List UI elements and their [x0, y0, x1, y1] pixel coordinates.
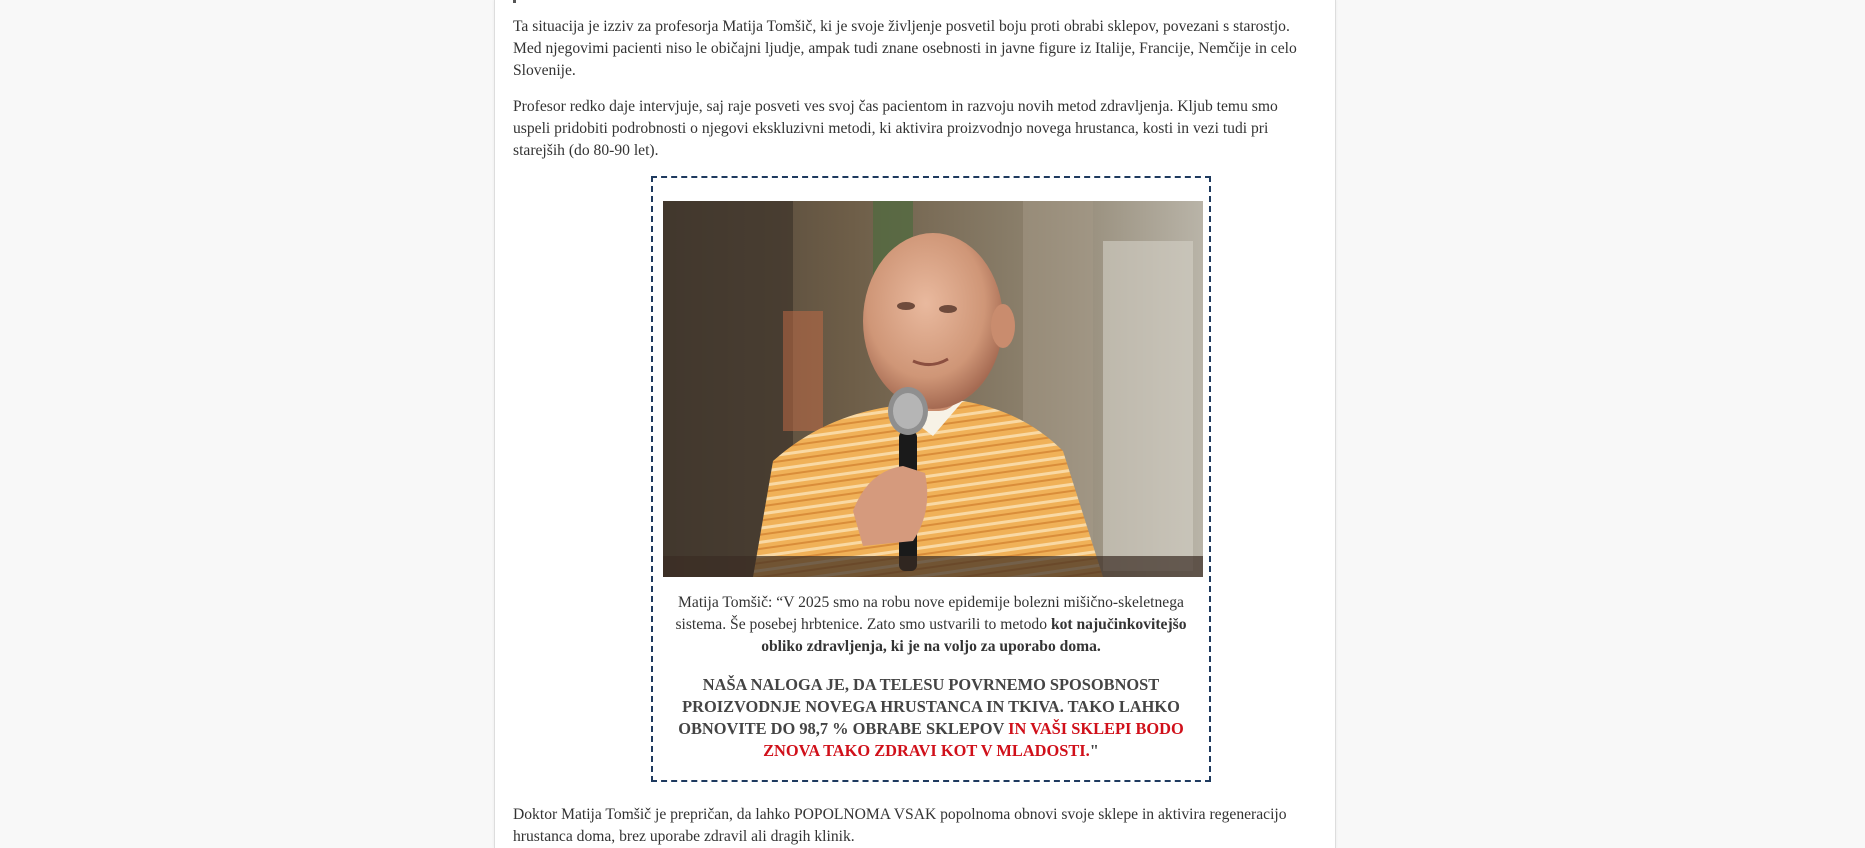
article-paragraph: Profesor redko daje intervjuje, saj raje posveti ves svoj čas pacientom in razvoju novih metod zdravljenja. Kljub temu smo uspeli pridobiti podrobnosti o njegovi ekskluzivni metodi, ki aktivira proizvodnjo novega hrustanca, kosti in vezi tudi pri starejših (do 80-90 let).: [513, 98, 1278, 159]
photo-caption: [671, 592, 1191, 658]
quote-box: [651, 176, 1211, 782]
quote-callout: [671, 674, 1191, 762]
article-paragraph: Doktor Matija Tomšič je prepričan, da lahko POPOLNOMA VSAK popolnoma obnovi svoje sklepe in aktivira regeneracijo hrustanca doma, brez uporabe zdravil ali dragih klinik.: [513, 806, 1287, 845]
article-page: [494, 0, 1336, 848]
callout-highlight-text: IN VAŠI SKLEPI BODO ZNOVA TAKO ZDRAVI KOT V MLADOSTI.: [763, 719, 1184, 760]
callout-end-quote: ": [1089, 741, 1099, 760]
cut-off-text-fragment: [513, 0, 516, 3]
caption-text: Matija Tomšič: “V 2025 smo na robu nove epidemije bolezni mišično-skeletnega sistema. Še posebej hrbtenice. Zato smo ustvarili to metodo: [675, 594, 1184, 633]
article-paragraph: Ta situacija je izziv za profesorja Matija Tomšič, ki je svoje življenje posvetil boju proti obrabi sklepov, povezani s starostjo. Med njegovimi pacienti niso le običajni ljudje, ampak tudi znane osebnosti in javne figure iz Italije, Francije, Nemčije in celo Slovenije.: [513, 18, 1297, 79]
professor-photo: [663, 201, 1203, 577]
callout-text: NAŠA NALOGA JE, DA TELESU POVRNEMO SPOSOBNOST PROIZVODNJE NOVEGA HRUSTANCA IN TKIVA. TAKO LAHKO OBNOVITE DO 98,7 % OBRABE SKLEPOV: [678, 675, 1180, 738]
caption-bold-text: kot najučinkovitejšo obliko zdravljenja, ki je na voljo za uporabo doma.: [761, 616, 1187, 655]
